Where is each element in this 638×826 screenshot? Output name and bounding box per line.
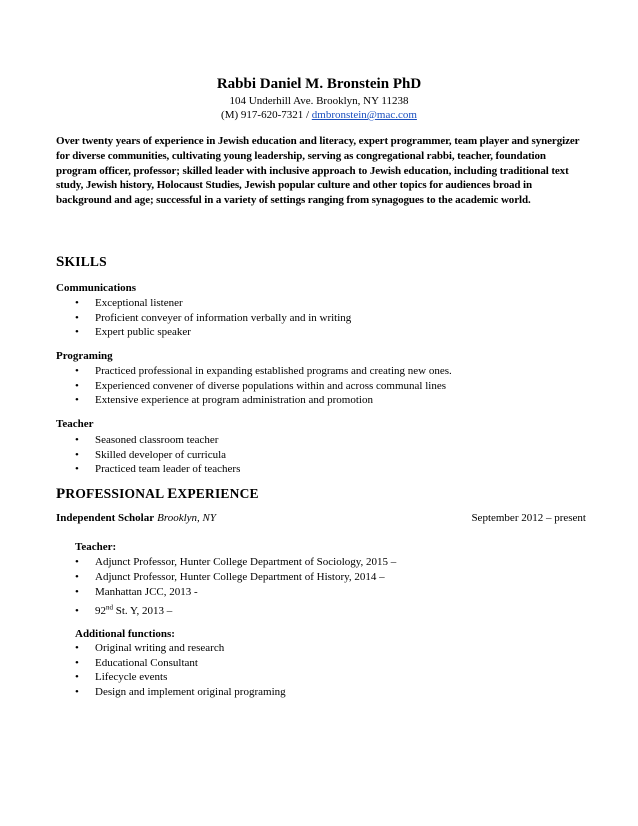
bullet-icon: •: [75, 326, 79, 339]
list-item: • Practiced professional in expanding established programs and creating new ones.: [75, 365, 452, 377]
bullet-icon: •: [75, 434, 79, 446]
bullet-icon: •: [75, 365, 79, 377]
bullet-icon: •: [75, 586, 79, 599]
bullet-icon: •: [75, 671, 79, 684]
job-dates: September 2012 – present: [471, 512, 586, 524]
teacher-label: Teacher: [56, 418, 94, 430]
experience-heading: PROFESSIONAL EXPERIENCE: [56, 486, 259, 502]
candidate-name: Rabbi Daniel M. Bronstein PhD: [216, 76, 422, 92]
bullet-icon: •: [75, 556, 79, 568]
additional-functions-list: [75, 641, 286, 699]
bullet-icon: •: [75, 297, 79, 309]
bullet-icon: •: [75, 642, 79, 654]
list-item: • Manhattan JCC, 2013 -: [75, 585, 396, 600]
list-item: • Original writing and research: [75, 642, 225, 654]
bullet-icon: •: [75, 379, 79, 392]
teacher-skills-list: [75, 433, 240, 477]
job-org: Independent Scholar: [56, 512, 155, 524]
list-item: • 92nd St. Y, 2013 –: [75, 604, 396, 619]
list-item: • Extensive experience at program administration and promotion: [75, 394, 373, 407]
list-item: • Lifecycle events: [75, 671, 168, 684]
bullet-icon: •: [75, 604, 79, 617]
skills-heading: SKILLS: [56, 254, 107, 270]
list-item: • Seasoned classroom teacher: [75, 434, 219, 446]
additional-functions-subheading: Additional functions:: [75, 628, 175, 640]
list-item: • Exceptional listener: [75, 297, 183, 309]
bullet-icon: •: [75, 448, 79, 461]
list-item: • Experienced convener of diverse populations within and across communal lines: [75, 379, 446, 392]
list-item: • Design and implement original programing: [75, 685, 286, 698]
bullet-icon: •: [75, 394, 79, 407]
communications-label: Communications: [56, 282, 137, 294]
address: 104 Underhill Ave. Brooklyn, NY 11238: [229, 95, 409, 107]
list-item: • Adjunct Professor, Hunter College Department of Sociology, 2015 –: [75, 555, 396, 570]
list-item: • Adjunct Professor, Hunter College Department of History, 2014 –: [75, 570, 396, 585]
phone: (M) 917-620-7321 /: [221, 109, 312, 121]
programing-label: Programing: [56, 350, 113, 362]
email-link[interactable]: dmbronstein@mac.com: [311, 109, 417, 121]
programing-list: [75, 364, 452, 408]
list-item: • Skilled developer of curricula: [75, 448, 227, 461]
job-entry: [56, 512, 586, 524]
bullet-icon: •: [75, 311, 79, 324]
bullet-icon: •: [75, 685, 79, 698]
list-item: • Educational Consultant: [75, 656, 198, 669]
list-item: • Expert public speaker: [75, 326, 191, 339]
job-location: Brooklyn, NY: [157, 512, 216, 524]
summary-paragraph: Over twenty years of experience in Jewish education and literacy, expert programmer, team player and synergizer for diverse communities, cultivating young leadership, serving as congregational rabbi, teacher, foundation program officer, professor; skilled leader with inclusive approach to Jewish education, including traditional text study, Jewish history, Holocaust Studies, Jewish popular culture and other topics for audiences broad in background and age; successful in a variety of settings ranging from synagogues to the academic world.: [56, 135, 580, 207]
list-item: • Proficient conveyer of information verbally and in writing: [75, 311, 352, 324]
bullet-icon: •: [75, 571, 79, 584]
teaching-positions-list: [75, 555, 396, 619]
contact-line: [0, 109, 638, 121]
communications-list: [75, 296, 351, 340]
bullet-icon: •: [75, 656, 79, 669]
teacher-subheading: Teacher:: [75, 541, 117, 553]
list-item: • Practiced team leader of teachers: [75, 463, 241, 476]
bullet-icon: •: [75, 463, 79, 476]
